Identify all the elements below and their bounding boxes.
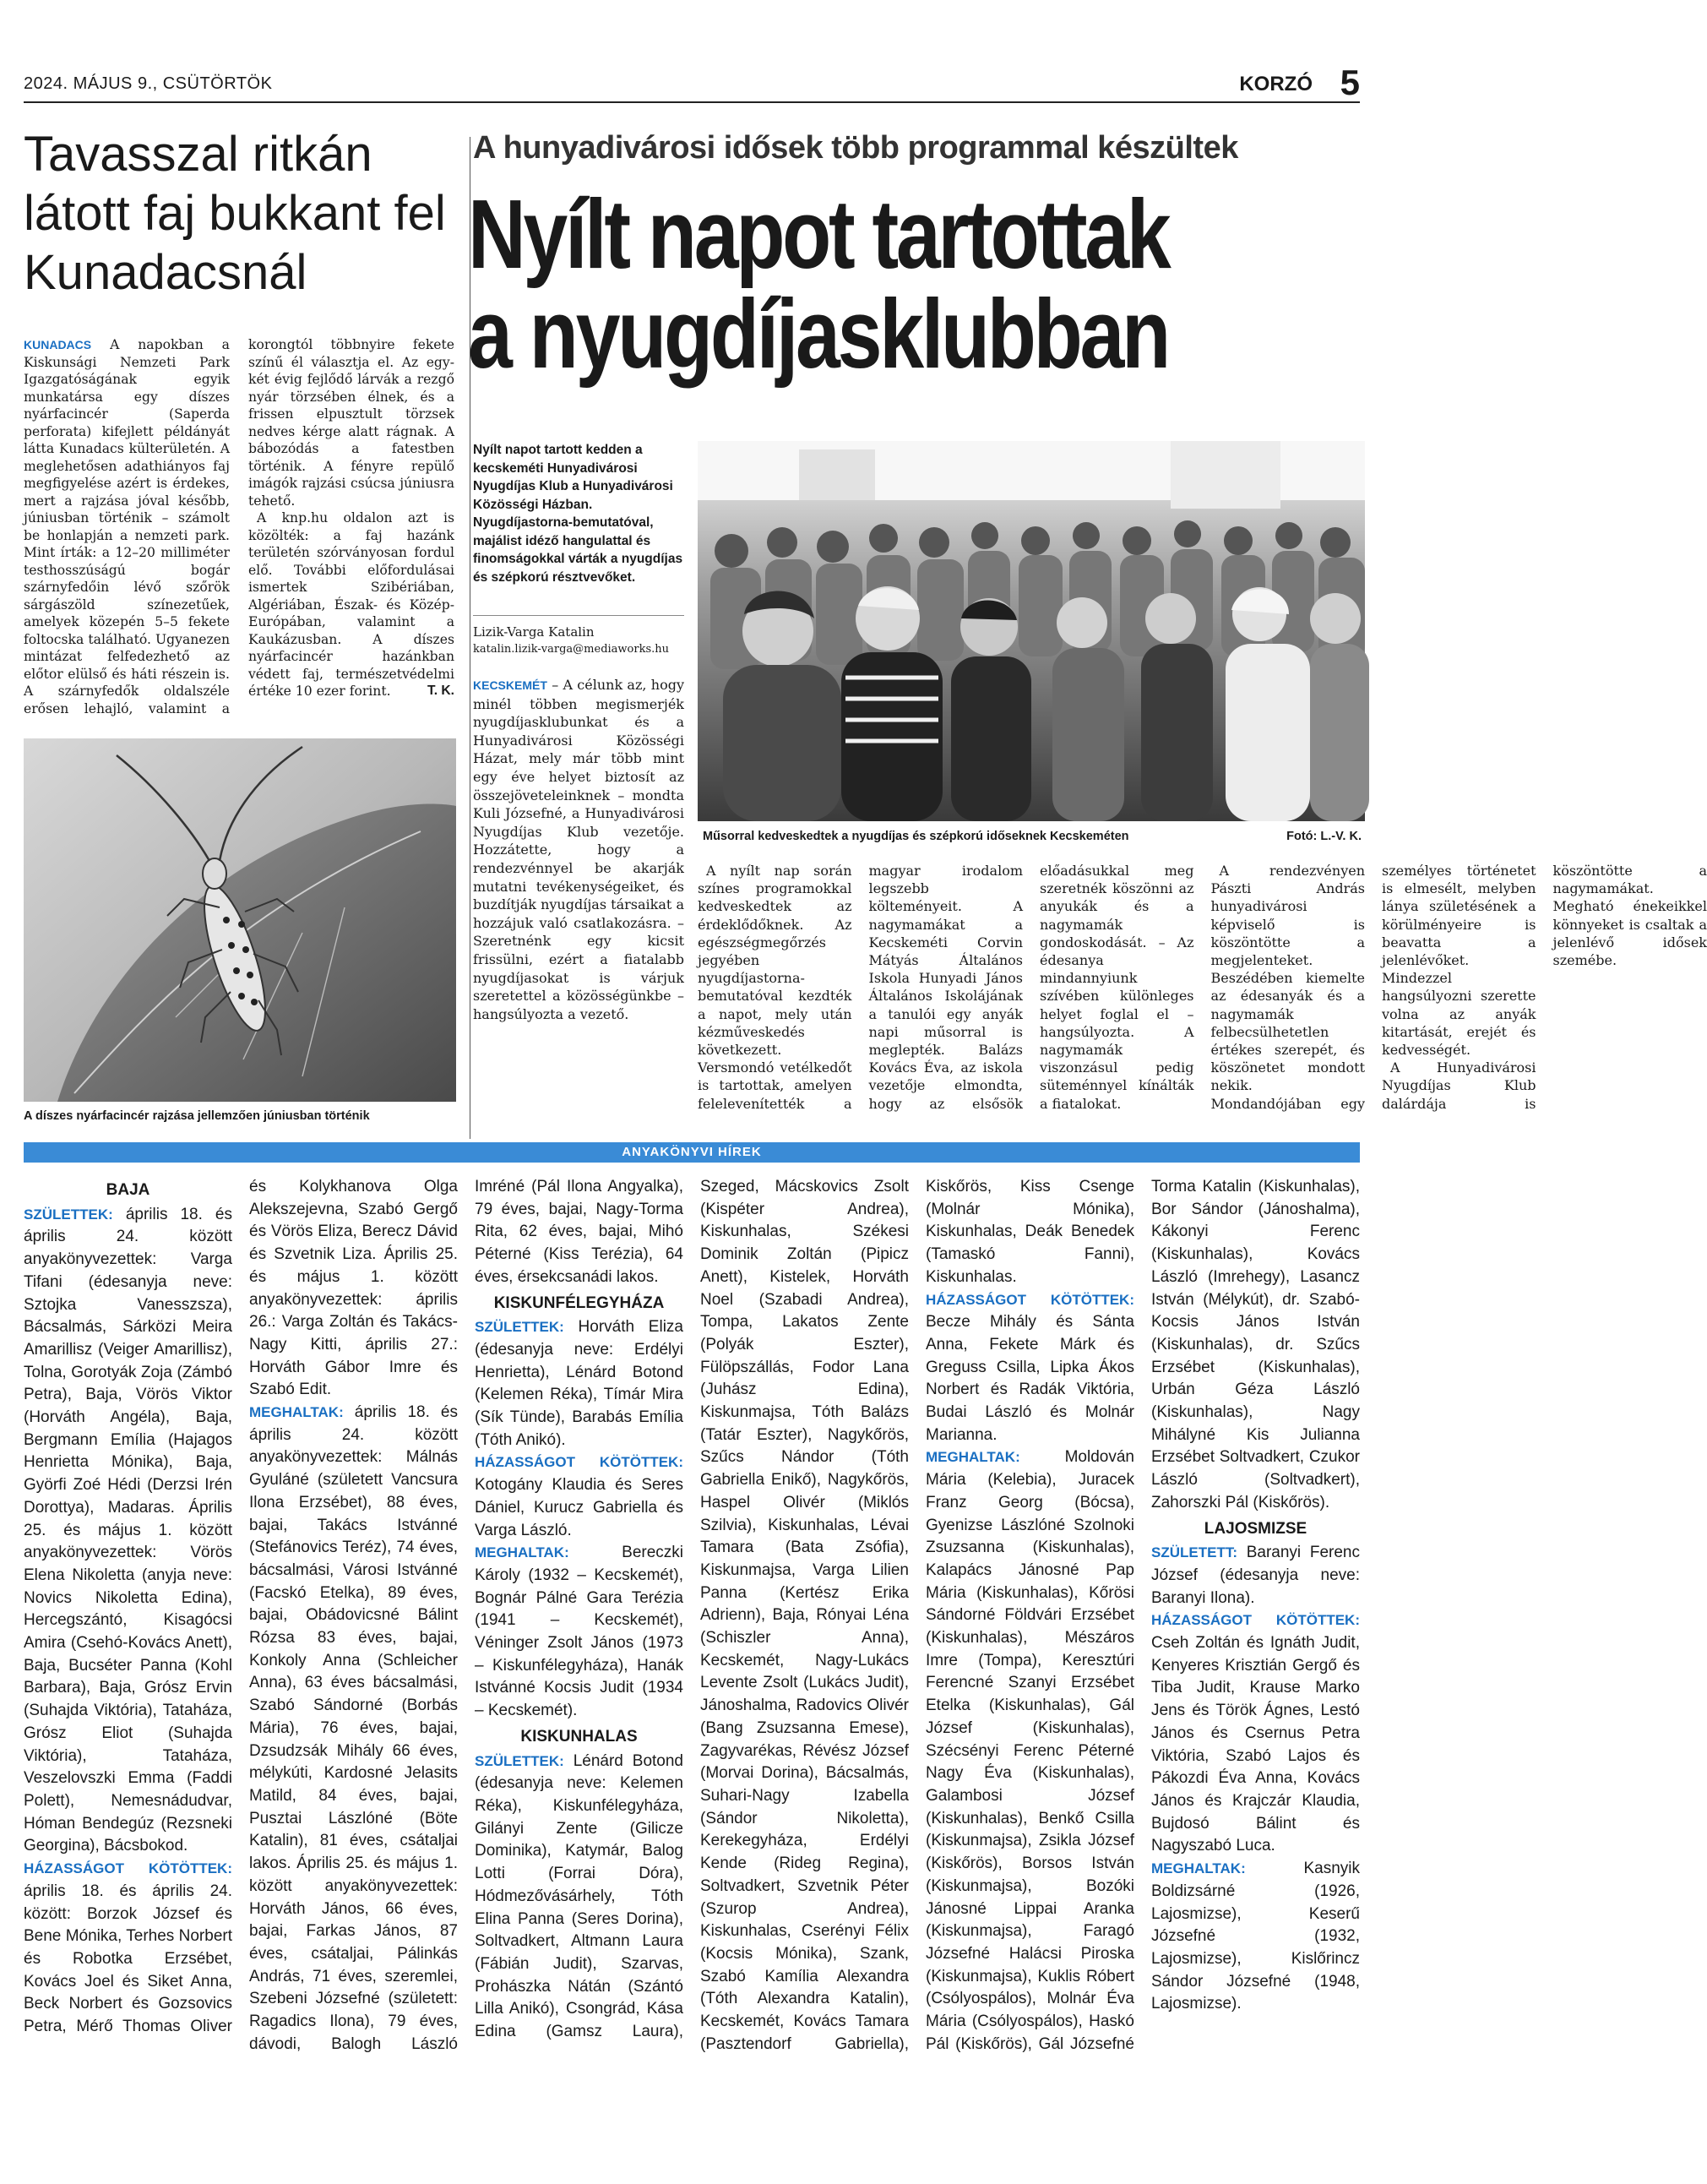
left-article-headline: Tavasszal ritkán látott faj bukkant fel Kunadacsnál — [24, 127, 446, 300]
died-label: MEGHALTAK: — [1151, 1860, 1246, 1877]
byline — [473, 615, 684, 656]
author-name: Lizik-Varga Katalin — [473, 624, 595, 640]
left-article-body — [24, 336, 454, 725]
married-list: Kotogány Klaudia és Seres Dániel, Kurucz Gabriella és Varga László. — [475, 1476, 683, 1539]
main-dateline: KECSKEMÉT — [473, 678, 547, 692]
main-article-lead — [473, 676, 684, 1023]
born-label: SZÜLETTEK: — [475, 1319, 564, 1336]
died-list: Kasnyik Boldizsárné (1926, Lajosmizse), Keserű Józsefné (1932, Lajosmizse), Kislőrincz Sándor Józsefné (1948, Lajosmizse). — [1151, 1860, 1360, 2013]
main-headline-line2: a nyugdíjasklubban — [468, 279, 1168, 389]
town-heading-kiskunfelegyhaza: KISKUNFÉLEGYHÁZA — [493, 1294, 665, 1312]
born-list: Baranyi Ferenc József (édesanyja neve: Baranyi Ilona). — [1151, 1544, 1360, 1607]
section-name: KORZÓ — [1239, 73, 1313, 95]
main-paragraph: A Hunyadivárosi Nyugdíjas Klub dalárdája is köszöntötte a nagymamákat. Megható énekeikkel könnyeket is csaltak a jelenlévő idősek szemébe. — [1382, 863, 1707, 1112]
main-headline — [468, 179, 1216, 389]
born-list: Horváth Eliza (édesanyja neve: Erdélyi Henrietta), Lénárd Botond (Kelemen Réka), Tímár Mira (Sík Tünde), Barabás Emília (Tóth Anikó). — [475, 1318, 683, 1449]
married-label: HÁZASSÁGOT KÖTÖTTEK: — [475, 1454, 683, 1471]
town-heading-lajosmizse: LAJOSMIZSE — [1204, 1519, 1307, 1538]
beetle-photo — [24, 738, 456, 1102]
author-email[interactable]: katalin.lizik-varga@mediaworks.hu — [473, 643, 670, 656]
issue-date: 2024. MÁJUS 9., CSÜTÖRTÖK — [24, 74, 273, 93]
died-list: Bereczki Károly (1932 – Kecskemét), Bognár Pálné Gara Terézia (1941 – Kecskemét), Véninger Zsolt János (1973 – Kiskunfélegyháza), Hanák Istvánné Kocsis Judit (1934 – Kecskemét). — [475, 1544, 683, 1720]
left-paragraph: A napokban a Kiskunsági Nemzeti Park Igazgatóságának egyik munkatársa egy díszes nyárfacincér (Saperda perforata) kifejlett példányát látta Kunadacs külterületén. A meglehetősen adathiányos faj megfigyelése azért is érdekes, mert a rajzása jóval később, júniusban történik – számolt be honlapján a nemzeti park. Mint írták: a 12–20 milliméter testhosszúságú bogár szárnyfedőin lévő szőrök sárgászöld színezetűek, amelyek közepén 5–5 fekete foltocska található. Ugyanezen mintázat felfedezhető az előtor elülső és háti részein is. A szárnyfedők oldalszéle erősen lehajló, valamint a korongtól többnyire fekete színű él választja el. Az egy-két évig fejlődő lárvák a rezgő nyár törzsében élnek, és a frissen elpusztult törzsek nedves kérge alatt rágnak. A bábozódás a fatestben történik. A fényre repülő imágók rajzási csúcsa júniusra tehető. — [24, 337, 454, 716]
main-lead-paragraph: – A célunk az, hogy minél többen megismerjék nyugdíjasklubunkat és a Hunyadivárosi Közösségi Házat, mely már több mint egy éve helyet biztosít az összejöveteleinknek – mondta Kuli Józsefné, a Hunyadivárosi Nyugdíjas Klub vezetője. Hozzátette, hogy a rendezvénnyel be akarják mutatni tevékenységeiket, és buzdítják nyugdíjas társaikat a hozzájuk való csatlakozásra. – Szeretnénk egy kicsit frissülni, ezért a fiatalabb nyugdíjasokat is várjuk szeretettel a közösségünkbe – hangsúlyozta a vezető. — [473, 677, 684, 1022]
main-headline-line1: Nyílt napot tartottak — [468, 179, 1169, 289]
town-heading-kiskunhalas: KISKUNHALAS — [520, 1727, 638, 1746]
photo-credit: Fotó: L.-V. K. — [1286, 830, 1362, 843]
main-kicker: A hunyadivárosi idősek több programmal készültek — [473, 130, 1238, 166]
left-dateline: KUNADACS — [24, 338, 92, 351]
caption-text: Műsorral kedveskedtek a nyugdíjas és szépkorú időseknek Kecskeméten — [703, 830, 1129, 843]
main-paragraph: A nyílt nap során színes programokkal kedveskedtek az érdeklődőknek. Az egészségmegőrzés jegyében nyugdíjastorna-bemutatóval kezdték a napot, mely után kézműveskedés következett. Versmondó vetélkedőt is tartottak, amelyen felelevenítették a magyar irodalom legszebb költeményeit. A nagymamákat a Kecskeméti Corvin Mátyás Általános Iskola Hunyadi János Általános Iskolájának a tanulói egy anyák napi műsorral is meglepték. Balázs Kovács Éva, az iskola vezetője elmondta, hogy az elsősök előadásukkal meg szeretnék köszönni az anyukák és a nagymamák gondoskodását. – Az édesanya mindannyiunk szívében különleges helyet foglal el – hangsúlyozta. A nagymamák viszonzásul pedig süteménnyel kínálták a fiatalokat. — [698, 863, 1194, 1112]
born-label: SZÜLETTEK: — [475, 1752, 564, 1769]
page-header — [24, 63, 1360, 103]
died-label: MEGHALTAK: — [475, 1544, 569, 1561]
main-intro: Nyílt napot tartott kedden a kecskeméti Hunyadivárosi Nyugdíjas Klub a Hunyadivárosi Közösségi Házban. Nyugdíjastorna-bemutatóval, majálist idéző hangulattal és finomságokkal várták a nyugdíjas és szépkorú résztvevőket. — [473, 443, 683, 585]
born-label: SZÜLETTEK: — [24, 1206, 113, 1223]
died-label: MEGHALTAK: — [249, 1404, 344, 1421]
registry-section-bar: ANYAKÖNYVI HÍREK — [24, 1142, 1360, 1163]
main-article-body — [698, 862, 1707, 1130]
died-list: április 18. és április 24. között anyakönyvezettek: Málnás Gyuláné (született Vancsura Ilona Erzsébet), 88 éves, bajai, Takács Istvánné (Stefánovics Teréz), 74 éves, bácsalmási, Városi Istvánné (Facskó Etelka), 89 éves, bajai, Obádovicsné Bálint Rózsa 83 éves, bajai, Konkoly Anna (Schleicher Anna), 63 éves bácsalmási, Szabó Sándorné (Borbás Mária), 76 éves, bajai, Dzsudzsák Mihály 66 éves, mélykúti, Kardosné Jelasits Matild, 84 éves, bajai, Pusztai Lászlóné (Böte Katalin), 81 éves, csátaljai lakos. Április 25. és május 1. között anyakönyvezettek: Horváth János, 66 éves, bajai, Farkas János, 87 éves, csátaljai, Pálinkás András, 71 éves, szeremlei, Szebeni Józsefné (született: Ragadics Ilona), 79 éves, dávodi, Balogh László Imréné (Pál Ilona Angyalka), 79 éves, bajai, Nagy-Torma Rita, 62 éves, bajai, Mihó Péterné (Kiss Terézia), 64 éves, érsekcsanádi lakos. — [249, 1178, 683, 2053]
married-list: Becze Mihály és Sánta Anna, Fekete Márk és Greguss Csilla, Lipka Ákos Norbert és Radák Viktória, Budai László és Molnár Marianna. — [926, 1313, 1134, 1444]
married-list: Cseh Zoltán és Ignáth Judit, Kenyeres Krisztián Gergő és Tiba Judit, Krause Marko Jens és Török Ágnes, Lestó János és Csernus Petra Viktória, Szabó Lajos és Pákozdi Éva Anna, Kovács János és Krajczár Klaudia, Bujdosó Bálint és Nagyszabó Luca. — [1151, 1634, 1360, 1855]
left-paragraph: A knp.hu oldalon azt is közölték: a faj hazánk területén szórványosan fordul elő. További előfordulásai ismertek Szibériában, Algériában, Észak- és Közép-Európában, valamint a Kaukázusban. A díszes nyárfacincér hazánkban védett faj, természetvédelmi értéke 10 ezer forint. — [248, 510, 454, 699]
died-list: Moldován Mária (Kelebia), Juracek Franz Georg (Bócsa), Gyenizse Lászlóné Szolnoki Zsuzsanna (Kiskunhalas), Kalapács Jánosné Pap Mária (Kiskunhalas), Kőrösi Sándorné Földvári Erzsébet (Kiskunhalas), Mészáros Imre (Tompa), Keresztúri Ferencné Szanyi Erzsébet Etelka (Kiskunhalas), Gál József (Kiskunhalas), Szécsényi Ferenc Péterné Nagy Éva (Kiskunhalas), Galambosi József (Kiskunhalas), Benkő Csilla (Kiskunmajsa), Zsikla József (Kiskőrös), Borsos István (Kiskunmajsa), Bozóki Jánosné Lippai Aranka (Kiskunmajsa), Faragó Józsefné Halácsi Piroska (Kiskunmajsa), Kuklis Róbert (Csólyospálos), Molnár Éva Mária (Csólyospálos), Haskó Pál (Kiskőrös), Gál Józsefné Torma Katalin (Kiskunhalas), Bor Sándor (Jánoshalma), Kákonyi Ferenc (Kiskunhalas), Kovács László (Imrehegy), Lasancz István (Mélykút), dr. Szabó-Kocsis János István (Kiskunhalas), dr. Szűcs Erzsébet (Kiskunhalas), Urbán Géza László (Kiskunhalas), Nagy Mihályné Kis Julianna Erzsébet Soltvadkert, Czukor László (Soltvadkert), Zahorszki Pál (Kiskőrös). — [926, 1178, 1360, 2053]
married-label: HÁZASSÁGOT KÖTÖTTEK: — [926, 1291, 1134, 1308]
audience-photo — [698, 441, 1365, 821]
married-label: HÁZASSÁGOT KÖTÖTTEK: — [1151, 1612, 1360, 1629]
registry-columns — [24, 1176, 1360, 2173]
page-number: 5 — [1340, 63, 1360, 102]
left-signature: T. K. — [427, 684, 454, 698]
beetle-photo-caption: A díszes nyárfacincér rajzása jellemzően júniusban történik — [24, 1109, 370, 1123]
town-heading-baja: BAJA — [106, 1181, 150, 1199]
audience-photo-caption — [703, 830, 1362, 843]
married-label: HÁZASSÁGOT KÖTÖTTEK: — [24, 1860, 232, 1877]
born-list: április 18. és április 24. között anyakönyvezettek: Varga Tifani (édesanyja neve: Sztojka Vanesszsza), Bácsalmás, Sárközi Meira Amarillisz (Veiger Amarillisz), Tolna, Gorotyák Zoja (Zámbó Petra), Baja, Vörös Viktor (Horváth Angéla), Baja, Bergmann Emília (Hajagos Henrietta Mónika), Baja, Györfi Zoé Hédi (Derzsi Irén Dorottya), Madaras. Április 25. és május 1. között anyakönyvezettek: Vörös Elena Nikoletta (anyja neve: Novics Nikoletta Edina), Hercegszántó, Kisagócsi Amira (Csehó-Kovács Anett), Baja, Bucséter Panna (Kohl Barbara), Baja, Grósz Ervin (Suhajda Viktória), Tataháza, Grósz Eliot (Suhajda Viktória), Tataháza, Veszelovszki Emma (Faddi Polett), Nemesnádudvar, Hóman Bendegúz (Rezsneki Georgina), Bácsbokod. — [24, 1205, 233, 1855]
born-label: SZÜLETETT: — [1151, 1544, 1237, 1561]
died-label: MEGHALTAK: — [926, 1449, 1020, 1466]
married-list: április 18. és április 24. között: Borzok József és Bene Mónika, Terhes Norbert és Robotka Erzsébet, Kovács Joel és Siket Anna, Beck Norbert és Gozsovics Petra, Mérő Thomas Oliver és Kolykhanova Olga Alekszejevna, Szabó Gergő és Vörös Eliza, Berecz Dávid és Szvetnik Liza. Április 25. és május 1. között anyakönyvezettek: április 26.: Varga Zoltán és Takács-Nagy Kitti, április 27.: Horváth Gábor Imre és Szabó Edit. — [24, 1178, 458, 2036]
main-paragraph: A rendezvényen Pászti András hunyadivárosi képviselő is köszöntötte a megjelenteket. Beszédében kiemelte az édesanyák és a nagymamák felbecsülhetetlen értékes szerepét, és köszönetet mondott nekik. Mondandójában egy személyes történetet is elmesélt, melyben lánya születésének a körülményeire is beavatta a jelenlévőket. Mindezzel hangsúlyozni szerette volna az anyák kitartását, erejét és kedvességét. — [1210, 863, 1536, 1112]
born-list: Lénárd Botond (édesanyja neve: Kelemen Réka), Kiskunfélegyháza, Gilányi Zente (Gilicze Dominika), Katymár, Balog Lotti (Forrai Dóra), Hódmezővásárhely, Tóth Elina Panna (Seres Dorina), Soltvadkert, Altmann Laura (Fábián Judit), Szarvas, Prohászka Nátán (Szántó Lilla Anikó), Csongrád, Kása Edina (Gamsz Laura), Szeged, Mácskovics Zsolt (Kispéter Andrea), Kiskunhalas, Székesi Dominik Zoltán (Pipicz Anett), Kistelek, Horváth Noel (Szabadi Andrea), Tompa, Lakatos Zente (Polyák Eszter), Fülöpszállás, Fodor Lana (Juhász Edina), Kiskunmajsa, Tóth Balázs (Tatár Eszter), Nagykőrös, Szűcs Nándor (Tóth Gabriella Enikő), Nagykőrös, Haspel Olivér (Miklós Szilvia), Kiskunhalas, Lévai Tamara (Bata Zsófia), Kiskunmajsa, Varga Lilien Panna (Kertész Erika Adrienn), Baja, Rónyai Léna (Schiszler Anna), Kecskemét, Nagy-Lukács Levente Zsolt (Lukács Judit), Jánoshalma, Radovics Olivér (Bang Zsuzsanna Emese), Zagyvarékas, Révész József (Morvai Dorina), Bácsalmás, Suhari-Nagy Izabella (Sándor Nikoletta), Kerekegyháza, Erdélyi Kende (Rideg Regina), Soltvadkert, Szvetnik Péter (Szurop Andrea), Kiskunhalas, Cserényi Félix (Kocsis Mónika), Szank, Szabó Kamília Alexandra (Tóth Alexandra Katalin), Kecskemét, Kovács Tamara (Pasztendorf Gabriella), Kiskőrös, Kiss Csenge (Molnár Mónika), Kiskunhalas, Deák Benedek (Tamaskó Fanni), Kiskunhalas. — [475, 1178, 1134, 2053]
